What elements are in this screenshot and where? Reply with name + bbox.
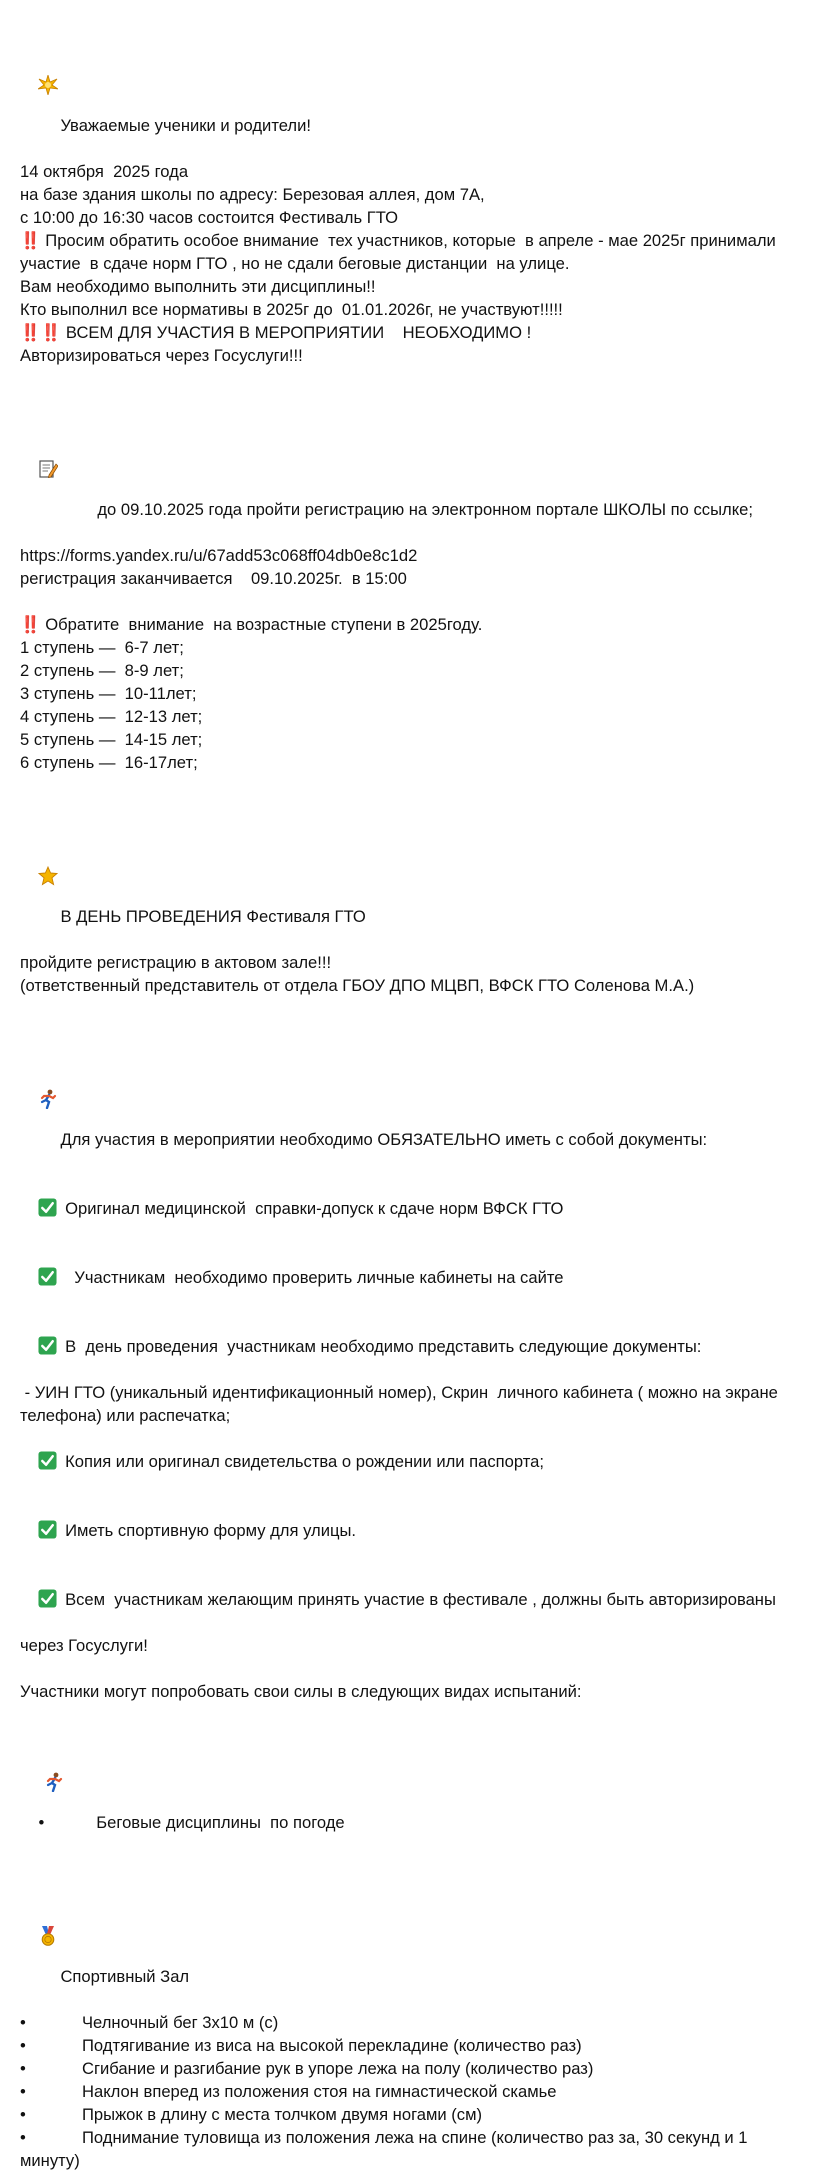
- gym-item-cont: минуту): [20, 2151, 80, 2170]
- document-item: [20, 1427, 820, 1496]
- star-icon: [38, 820, 58, 840]
- registration-link[interactable]: https://forms.yandex.ru/u/67add53c068ff04db0e8c1d2: [20, 546, 418, 565]
- event-time: с 10:00 до 16:30 часов состоится Фестиваль ГТО: [20, 208, 399, 227]
- age-step-item: 4 ступень — 12-13 лет;: [20, 707, 203, 726]
- document-item: [20, 1243, 820, 1312]
- sparkle-icon: [38, 29, 58, 49]
- check-mark-icon: [38, 1198, 58, 1218]
- gym-item-text: Подтягивание из виса на высокой перекладине (количество раз): [82, 2036, 582, 2055]
- bullet: •: [20, 2105, 26, 2124]
- check-mark-icon: [38, 1267, 58, 1287]
- attention-line: ‼️ Просим обратить особое внимание тех участников, которые в апреле - мае 2025г принимали: [20, 231, 776, 250]
- document-item-text: Копия или оригинал свидетельства о рождении или паспорта;: [60, 1452, 545, 1471]
- document: [20, 6, 820, 2172]
- document-item-text: Оригинал медицинской справки-допуск к сдаче норм ВФСК ГТО: [60, 1199, 564, 1218]
- document-item-cont: через Госуслуги!: [20, 1636, 148, 1655]
- gym-item-text: Прыжок в длину с места толчком двумя ногами (см): [82, 2105, 483, 2124]
- documents-title-text: Для участия в мероприятии необходимо ОБЯЗАТЕЛЬНО иметь с собой документы:: [60, 1130, 708, 1149]
- document-item: [20, 1565, 820, 1634]
- event-day-registration: пройдите регистрацию в актовом зале!!!: [20, 953, 332, 972]
- check-mark-icon: [38, 1589, 58, 1609]
- gym-item: [20, 2034, 820, 2057]
- disciplines-note: Вам необходимо выполнить эти дисциплины!!: [20, 277, 376, 296]
- check-mark-icon: [38, 1451, 58, 1471]
- tests-running-item: [20, 1703, 820, 1857]
- bullet: •: [20, 2059, 26, 2078]
- gym-item: [20, 2103, 820, 2126]
- gym-title-line: [20, 1857, 820, 2011]
- tests-title: Участники могут попробовать свои силы в следующих видах испытаний:: [20, 1682, 582, 1701]
- runner-icon: [38, 1043, 58, 1063]
- gym-item: [20, 2057, 820, 2080]
- document-item: [20, 1174, 820, 1243]
- gym-title-text: Спортивный Зал: [60, 1967, 190, 1986]
- bullet: •: [20, 2013, 26, 2032]
- important-line: ‼️‼️ ВСЕМ ДЛЯ УЧАСТИЯ В МЕРОПРИЯТИИ НЕОБХОДИМО !: [20, 323, 532, 342]
- gosuslugi-note: Авторизироваться через Госуслуги!!!: [20, 346, 303, 365]
- gym-item: [20, 2126, 820, 2149]
- age-step-item: 2 ступень — 8-9 лет;: [20, 661, 184, 680]
- document-item: [20, 1496, 820, 1565]
- gym-item-text: Челночный бег 3х10 м (с): [82, 2013, 279, 2032]
- documents-title-line: [20, 1020, 820, 1174]
- gym-item: [20, 2080, 820, 2103]
- registration-deadline: регистрация заканчивается 09.10.2025г. в 15:00: [20, 569, 407, 588]
- bullet: •: [38, 1813, 45, 1832]
- gym-item-text: Поднимание туловища из положения лежа на спине (количество раз за, 30 секунд и 1: [82, 2128, 748, 2147]
- document-item-text: Всем участникам желающим принять участие в фестивале , должны быть авторизированы: [60, 1590, 776, 1609]
- check-mark-icon: [38, 1336, 58, 1356]
- document-item-text: Иметь спортивную форму для улицы.: [60, 1521, 357, 1540]
- age-step-item: 6 ступень — 16-17лет;: [20, 753, 198, 772]
- gym-item-text: Наклон вперед из положения стоя на гимнастической скамье: [82, 2082, 557, 2101]
- bullet: •: [20, 2082, 26, 2101]
- document-item-text: В день проведения участникам необходимо представить следующие документы:: [60, 1337, 702, 1356]
- age-step-item: 1 ступень — 6-7 лет;: [20, 638, 184, 657]
- medal-icon: [38, 1880, 58, 1900]
- age-steps-title: ‼️ Обратите внимание на возрастные ступени в 2025году.: [20, 615, 483, 634]
- greeting-text: Уважаемые ученики и родители!: [60, 116, 311, 135]
- runner-icon: [44, 1726, 64, 1746]
- registration-text: до 09.10.2025 года пройти регистрацию на электронном портале ШКОЛЫ по ссылке;: [60, 500, 753, 519]
- attention-line-cont: участие в сдаче норм ГТО , но не сдали беговые дистанции на улице.: [20, 254, 570, 273]
- document-item-detail: - УИН ГТО (уникальный идентификационный номер), Скрин личного кабинета ( можно на экране: [20, 1383, 778, 1402]
- bullet: •: [20, 2128, 26, 2147]
- completed-note: Кто выполнил все нормативы в 2025г до 01.01.2026г, не участвуют!!!!!: [20, 300, 563, 319]
- greeting-line: [20, 6, 820, 160]
- event-date: 14 октября 2025 года: [20, 162, 189, 181]
- event-day-responsible: (ответственный представитель от отдела ГБОУ ДПО МЦВП, ВФСК ГТО Соленова М.А.): [20, 976, 695, 995]
- event-day-text: В ДЕНЬ ПРОВЕДЕНИЯ Фестиваля ГТО: [60, 907, 366, 926]
- gym-item: [20, 2011, 820, 2034]
- bullet: •: [20, 2036, 26, 2055]
- event-address: на базе здания школы по адресу: Березовая аллея, дом 7А,: [20, 185, 485, 204]
- check-mark-icon: [38, 1520, 58, 1540]
- running-text: Беговые дисциплины по погоде: [96, 1813, 345, 1832]
- registration-line: [20, 390, 820, 544]
- document-item-detail-cont: телефона) или распечатка;: [20, 1406, 231, 1425]
- memo-pencil-icon: [38, 413, 58, 433]
- gym-item-text: Сгибание и разгибание рук в упоре лежа на полу (количество раз): [82, 2059, 594, 2078]
- age-step-item: 5 ступень — 14-15 лет;: [20, 730, 203, 749]
- age-step-item: 3 ступень — 10-11лет;: [20, 684, 197, 703]
- document-item-text: Участникам необходимо проверить личные кабинеты на сайте: [60, 1268, 564, 1287]
- document-item: [20, 1312, 820, 1381]
- event-day-line: [20, 797, 820, 951]
